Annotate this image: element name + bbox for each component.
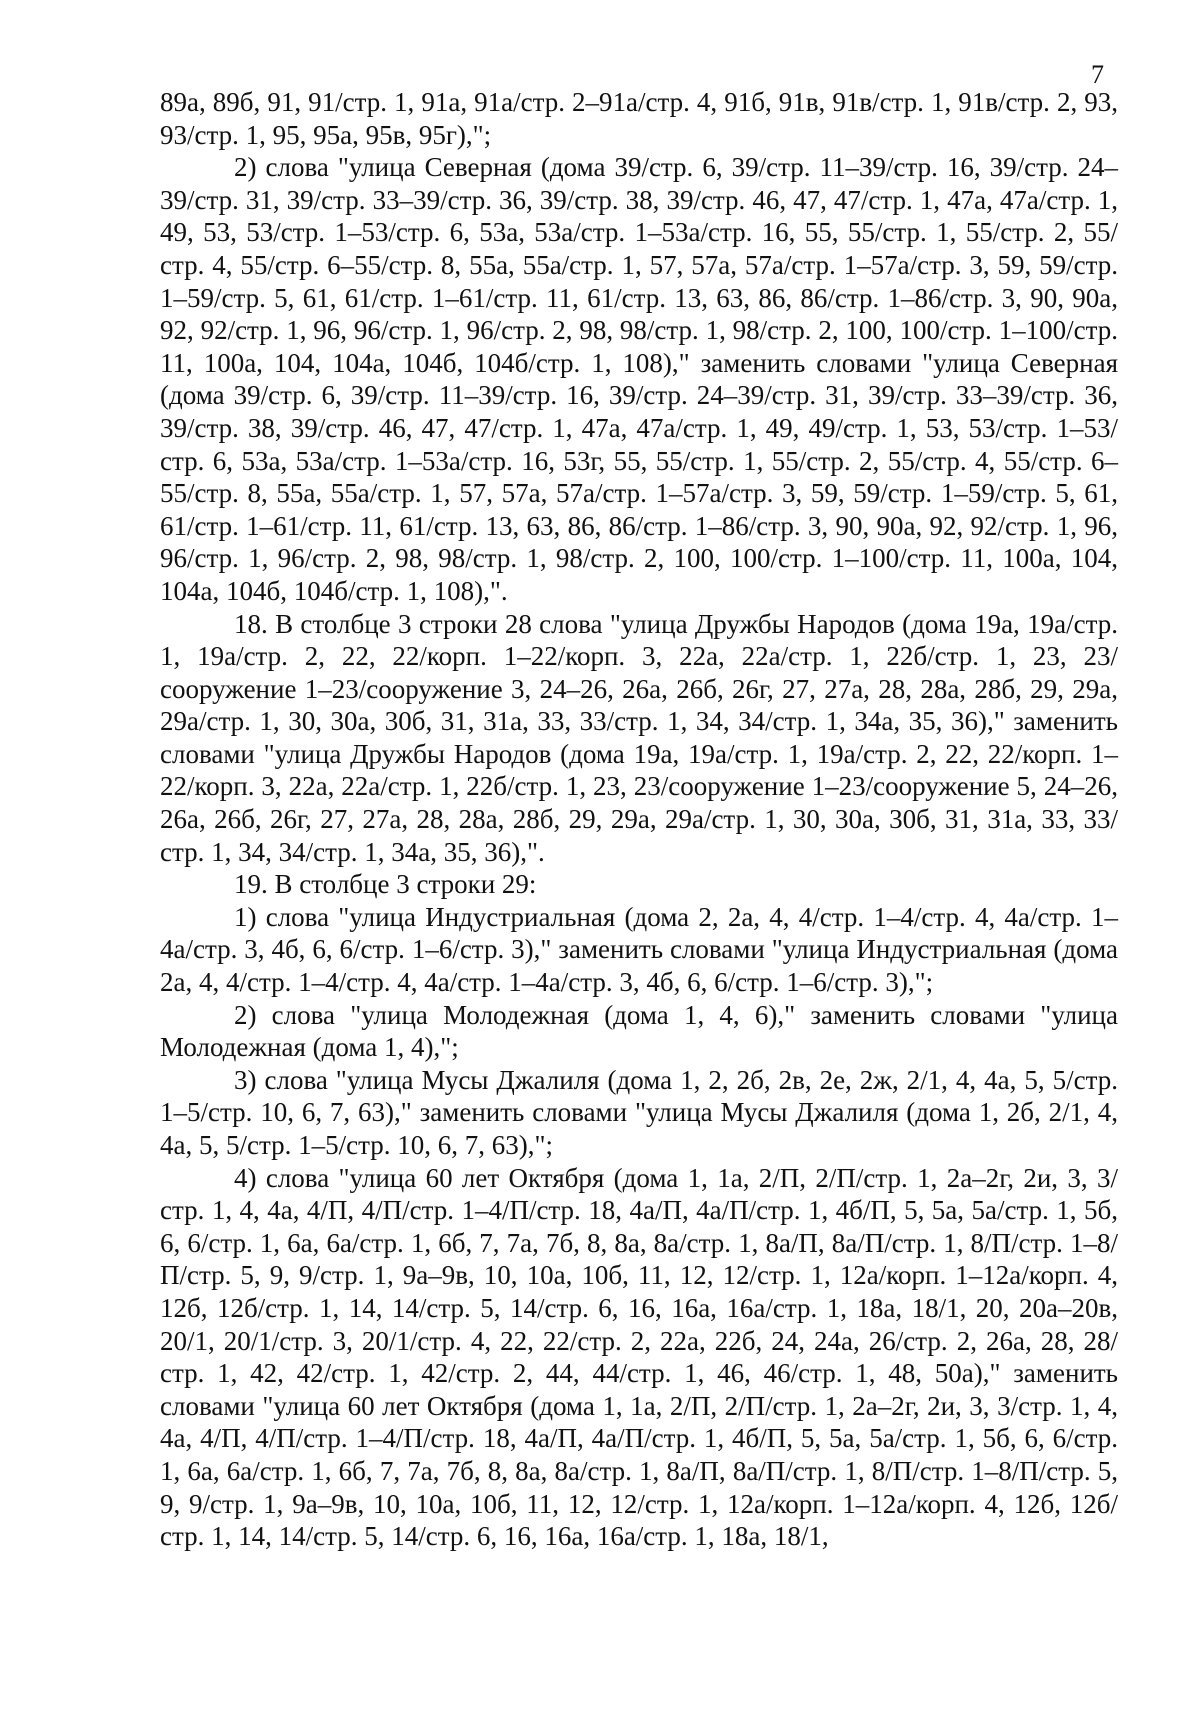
paragraph-subitem-2: 2) слова "улица Молодежная (дома 1, 4, 6)," заменить словами "улица Молодежная (дома 1, 4),";: [160, 999, 1118, 1063]
page-number: 7: [1091, 60, 1104, 89]
document-body: [160, 86, 1118, 1553]
paragraph-subitem-4: 4) слова "улица 60 лет Октября (дома 1, 1а, 2/П, 2/П/стр. 1, 2а–2г, 2и, 3, 3/стр. 1, 4, 4а, 4/П, 4/П/стр. 1–4/П/стр. 18, 4а/П, 4а/П/стр. 1, 4б/П, 5, 5а, 5а/стр. 1, 5б, 6, 6/стр. 1, 6а, 6а/стр. 1, 6б, 7, 7а, 7б, 8, 8а, 8а/стр. 1, 8а/П, 8а/П/стр. 1, 8/П/стр. 1–8/П/стр. 5, 9, 9/стр. 1, 9а–9в, 10, 10а, 10б, 11, 12, 12/стр. 1, 12а/корп. 1–12а/корп. 4, 12б, 12б/стр. 1, 14, 14/стр. 5, 14/стр. 6, 16, 16а, 16а/стр. 1, 18а, 18/1, 20, 20а–20в, 20/1, 20/1/стр. 3, 20/1/стр. 4, 22, 22/стр. 2, 22а, 22б, 24, 24а, 26/стр. 2, 26а, 28, 28/стр. 1, 42, 42/стр. 1, 42/стр. 2, 44, 44/стр. 1, 46, 46/стр. 1, 48, 50а)," заменить словами "улица 60 лет Октября (дома 1, 1а, 2/П, 2/П/стр. 1, 2а–2г, 2и, 3, 3/стр. 1, 4, 4а, 4/П, 4/П/стр. 1–4/П/стр. 18, 4а/П, 4а/П/стр. 1, 4б/П, 5, 5а, 5а/стр. 1, 5б, 6, 6/стр. 1, 6а, 6а/стр. 1, 6б, 7, 7а, 7б, 8, 8а, 8а/стр. 1, 8а/П, 8а/П/стр. 1, 8/П/стр. 1–8/П/стр. 5, 9, 9/стр. 1, 9а–9в, 10, 10а, 10б, 11, 12, 12/стр. 1, 12а/корп. 1–12а/корп. 4, 12б, 12б/стр. 1, 14, 14/стр. 5, 14/стр. 6, 16, 16а, 16а/стр. 1, 18а, 18/1,: [160, 1162, 1118, 1552]
paragraph-continuation: 89а, 89б, 91, 91/стр. 1, 91а, 91а/стр. 2–91а/стр. 4, 91б, 91в, 91в/стр. 1, 91в/стр. 2, 93, 93/стр. 1, 95, 95а, 95в, 95г),";: [160, 87, 1118, 150]
paragraph-item-18: 18. В столбце 3 строки 28 слова "улица Дружбы Народов (дома 19а, 19а/стр. 1, 19а/стр. 2, 22, 22/корп. 1–22/корп. 3, 22а, 22а/стр. 1, 22б/стр. 1, 23, 23/сооружение 1–23/сооружение 3, 24–26, 26а, 26б, 26г, 27, 27а, 28, 28а, 28б, 29, 29а, 29а/стр. 1, 30, 30а, 30б, 31, 31а, 33, 33/стр. 1, 34, 34/стр. 1, 34а, 35, 36)," заменить словами "улица Дружбы Народов (дома 19а, 19а/стр. 1, 19а/стр. 2, 22, 22/корп. 1–22/корп. 3, 22а, 22а/стр. 1, 22б/стр. 1, 23, 23/сооружение 1–23/сооружение 5, 24–26, 26а, 26б, 26г, 27, 27а, 28, 28а, 28б, 29, 29а, 29а/стр. 1, 30, 30а, 30б, 31, 31а, 33, 33/стр. 1, 34, 34/стр. 1, 34а, 35, 36),".: [160, 608, 1118, 867]
paragraph-subitem-3: 3) слова "улица Мусы Джалиля (дома 1, 2, 2б, 2в, 2е, 2ж, 2/1, 4, 4а, 5, 5/стр. 1–5/стр. 10, 6, 7, 63)," заменить словами "улица Мусы Джалиля (дома 1, 2б, 2/1, 4, 4а, 5, 5/стр. 1–5/стр. 10, 6, 7, 63),";: [160, 1064, 1118, 1160]
paragraph-item-2: 2) слова "улица Северная (дома 39/стр. 6, 39/стр. 11–39/стр. 16, 39/стр. 24–39/стр. 31, 39/стр. 33–39/стр. 36, 39/стр. 38, 39/стр. 46, 47, 47/стр. 1, 47а, 47а/стр. 1, 49, 53, 53/стр. 1–53/стр. 6, 53а, 53а/стр. 1–53а/стр. 16, 55, 55/стр. 1, 55/стр. 2, 55/стр. 4, 55/стр. 6–55/стр. 8, 55а, 55а/стр. 1, 57, 57а, 57а/стр. 1–57а/стр. 3, 59, 59/стр. 1–59/стр. 5, 61, 61/стр. 1–61/стр. 11, 61/стр. 13, 63, 86, 86/стр. 1–86/стр. 3, 90, 90а, 92, 92/стр. 1, 96, 96/стр. 1, 96/стр. 2, 98, 98/стр. 1, 98/стр. 2, 100, 100/стр. 1–100/стр. 11, 100а, 104, 104а, 104б, 104б/стр. 1, 108)," заменить словами "улица Северная (дома 39/стр. 6, 39/стр. 11–39/стр. 16, 39/стр. 24–39/стр. 31, 39/стр. 33–39/стр. 36, 39/стр. 38, 39/стр. 46, 47, 47/стр. 1, 47а, 47а/стр. 1, 49, 49/стр. 1, 53, 53/стр. 1–53/стр. 6, 53а, 53а/стр. 1–53а/стр. 16, 53г, 55, 55/стр. 1, 55/стр. 2, 55/стр. 4, 55/стр. 6–55/стр. 8, 55а, 55а/стр. 1, 57, 57а, 57а/стр. 1–57а/стр. 3, 59, 59/стр. 1–59/стр. 5, 61, 61/стр. 1–61/стр. 11, 61/стр. 13, 63, 86, 86/стр. 1–86/стр. 3, 90, 90а, 92, 92/стр. 1, 96, 96/стр. 1, 96/стр. 2, 98, 98/стр. 1, 98/стр. 2, 100, 100/стр. 1–100/стр. 11, 100а, 104, 104а, 104б, 104б/стр. 1, 108),".: [160, 152, 1118, 606]
paragraph-item-19: 19. В столбце 3 строки 29:: [234, 869, 537, 900]
paragraph-subitem-1: 1) слова "улица Индустриальная (дома 2, 2а, 4, 4/стр. 1–4/стр. 4, 4а/стр. 1–4а/стр. 3, 4б, 6, 6/стр. 1–6/стр. 3)," заменить словами "улица Индустриальная (дома 2а, 4, 4/стр. 1–4/стр. 4, 4а/стр. 1–4а/стр. 3, 4б, 6, 6/стр. 1–6/стр. 3),";: [160, 901, 1118, 998]
